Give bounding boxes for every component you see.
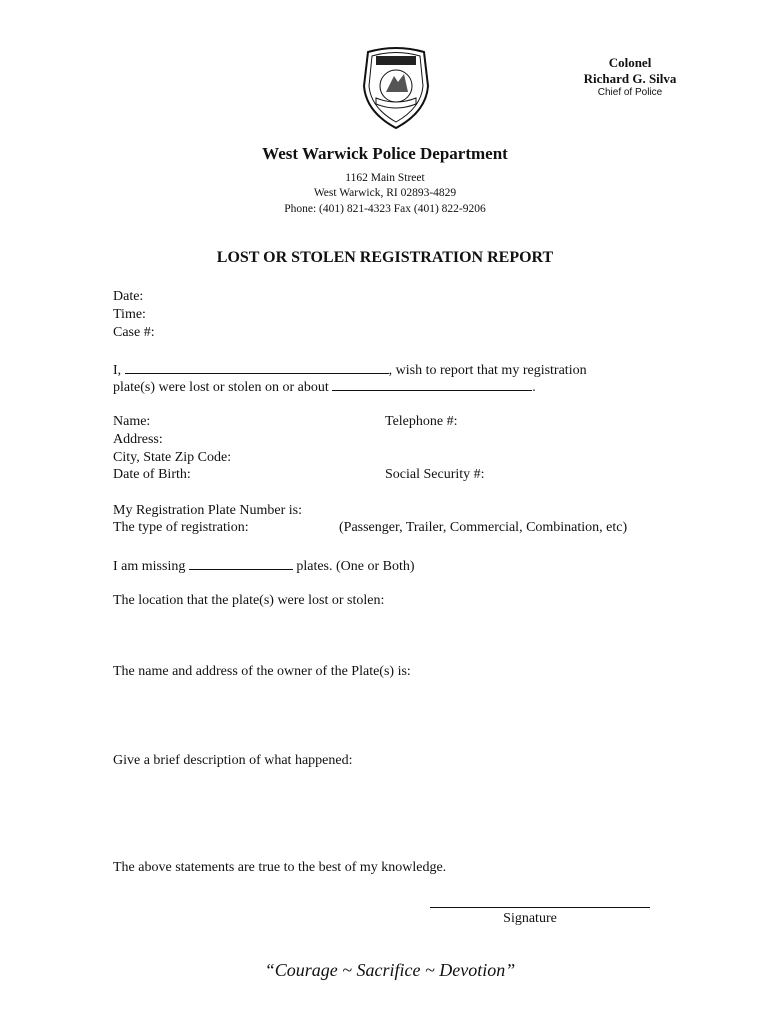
attestation-text: The above statements are true to the best of my knowledge. (113, 860, 447, 875)
report-title: LOST OR STOLEN REGISTRATION REPORT (216, 249, 554, 266)
location-label: The location that the plate(s) were lost or stolen: (113, 593, 385, 608)
signature-line[interactable] (430, 907, 650, 908)
description-label: Give a brief description of what happened: (113, 753, 353, 768)
ssn-label: Social Security #: (385, 467, 485, 482)
statement-line2-prefix: plate(s) were lost or stolen on or about (113, 380, 329, 395)
statement-middle: , wish to report that my registration (388, 363, 587, 378)
registration-type-label: The type of registration: (113, 520, 249, 535)
address-phone: Phone: (401) 821-4323 Fax (401) 822-9206 (284, 203, 486, 215)
police-badge-icon (360, 46, 432, 130)
motto: “Courage ~ Sacrifice ~ Devotion” (264, 960, 516, 980)
address-label: Address: (113, 432, 163, 447)
city-state-zip-label: City, State Zip Code: (113, 450, 232, 465)
signature-label: Signature (503, 911, 557, 926)
chief-rank: Colonel (608, 55, 652, 70)
chief-title: Chief of Police (597, 87, 663, 98)
missing-plates-line (113, 556, 415, 576)
address-street: 1162 Main Street (345, 172, 425, 184)
reporter-name-blank[interactable] (125, 360, 389, 374)
plate-number-label: My Registration Plate Number is: (113, 503, 302, 518)
statement-line-2 (113, 377, 536, 397)
address-city: West Warwick, RI 02893-4829 (313, 187, 457, 199)
missing-suffix: plates. (One or Both) (296, 559, 415, 574)
statement-prefix: I, (113, 363, 122, 378)
time-label: Time: (113, 307, 146, 322)
date-label: Date: (113, 289, 144, 304)
dob-label: Date of Birth: (113, 467, 191, 482)
name-label: Name: (113, 414, 151, 429)
loss-date-blank[interactable] (332, 377, 532, 391)
department-name: West Warwick Police Department (262, 144, 508, 163)
missing-prefix: I am missing (113, 559, 186, 574)
missing-plates-blank[interactable] (189, 556, 293, 570)
telephone-label: Telephone #: (385, 414, 458, 429)
chief-name: Richard G. Silva (583, 71, 677, 86)
case-label: Case #: (113, 325, 155, 340)
statement-line2-suffix: . (532, 380, 536, 395)
registration-type-hint: (Passenger, Trailer, Commercial, Combination, etc) (339, 520, 628, 535)
owner-label: The name and address of the owner of the Plate(s) is: (113, 664, 411, 679)
